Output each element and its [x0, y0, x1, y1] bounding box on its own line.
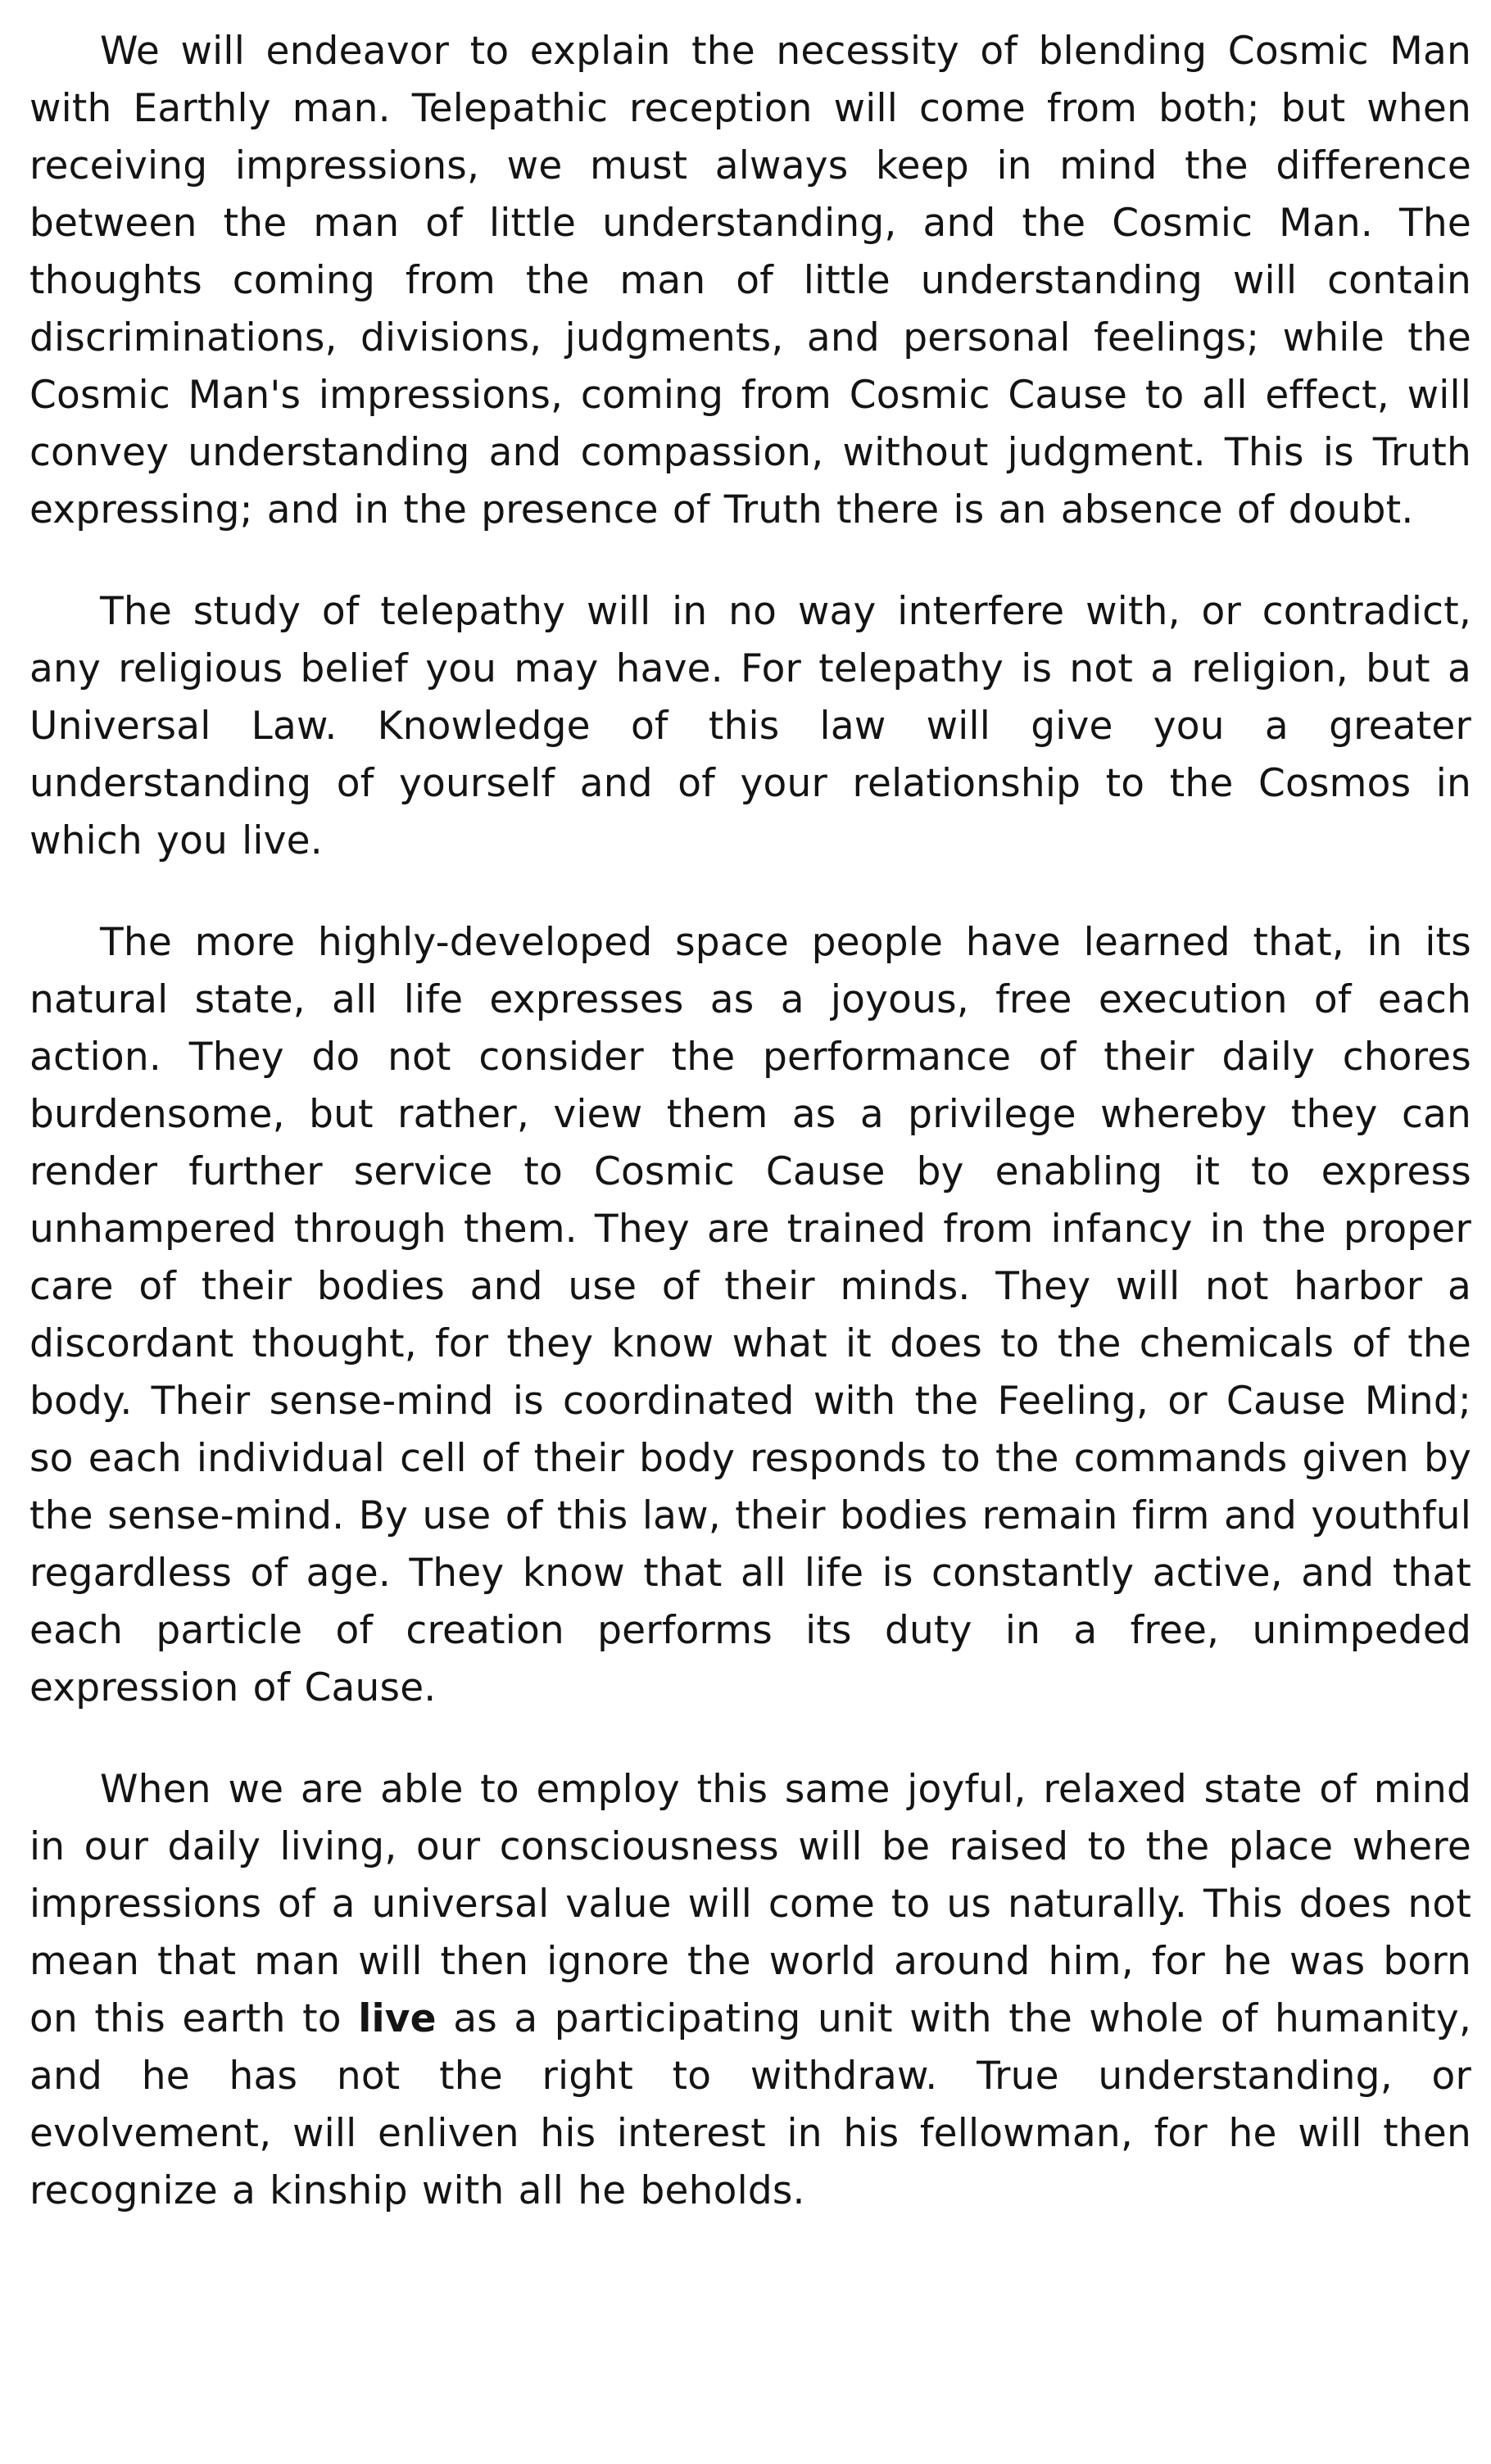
document-page — [29, 23, 1471, 2220]
paragraph-space-people: The more highly-developed space people have learned that, in its natural state, all life expresses as a joyous, free execution of each action. They do not consider the performance of their daily chores burdensome, but rather, view them as a privilege whereby they can render further service to Cosmic Cause by enabling it to express unhampered through them. They are trained from infancy in the proper care of their bodies and use of their minds. They will not harbor a discordant thought, for they know what it does to the chemicals of the body. Their sense-mind is coordinated with the Feeling, or Cause Mind; so each individual cell of their body responds to the commands given by the sense-mind. By use of this law, their bodies remain firm and youthful regardless of age. They know that all life is constantly active, and that each particle of creation performs its duty in a free, unimpeded expression of Cause. — [29, 920, 1471, 1710]
paragraph-telepathy-religion: The study of telepathy will in no way interfere with, or contradict, any religious belief you may have. For telepathy is not a religion, but a Universal Law. Knowledge of this law will give you a greater understanding of yourself and of your relationship to the Cosmos in which you live. — [29, 589, 1471, 863]
paragraph-text-after: as a participating unit with the whole of humanity, and he has not the right to withdraw. True understanding, or evolvement, will enliven his interest in his fellowman, for he will then recognize a kinship with all he beholds. — [29, 1996, 1471, 2213]
paragraph-cosmic-man: We will endeavor to explain the necessity of blending Cosmic Man with Earthly man. Telepathic reception will come from both; but when receiving impressions, we must always keep in mind the difference between the man of little understanding, and the Cosmic Man. The thoughts coming from the man of little understanding will contain discriminations, divisions, judgments, and personal feelings; while the Cosmic Man's impressions, coming from Cosmic Cause to all effect, will convey understanding and compassion, without judgment. This is Truth expressing; and in the presence of Truth there is an absence of doubt. — [29, 29, 1471, 532]
paragraph-joyful-living — [29, 1761, 1471, 2220]
paragraph-text-before: When we are able to employ this same joyful, relaxed state of mind in our daily living, our consciousness will be raised to the place where impressions of a universal value will come to us naturally. This does not mean that man will then ignore the world around him, for he was born on this earth to — [29, 1767, 1471, 2041]
emphasis-live: live — [358, 1996, 437, 2041]
